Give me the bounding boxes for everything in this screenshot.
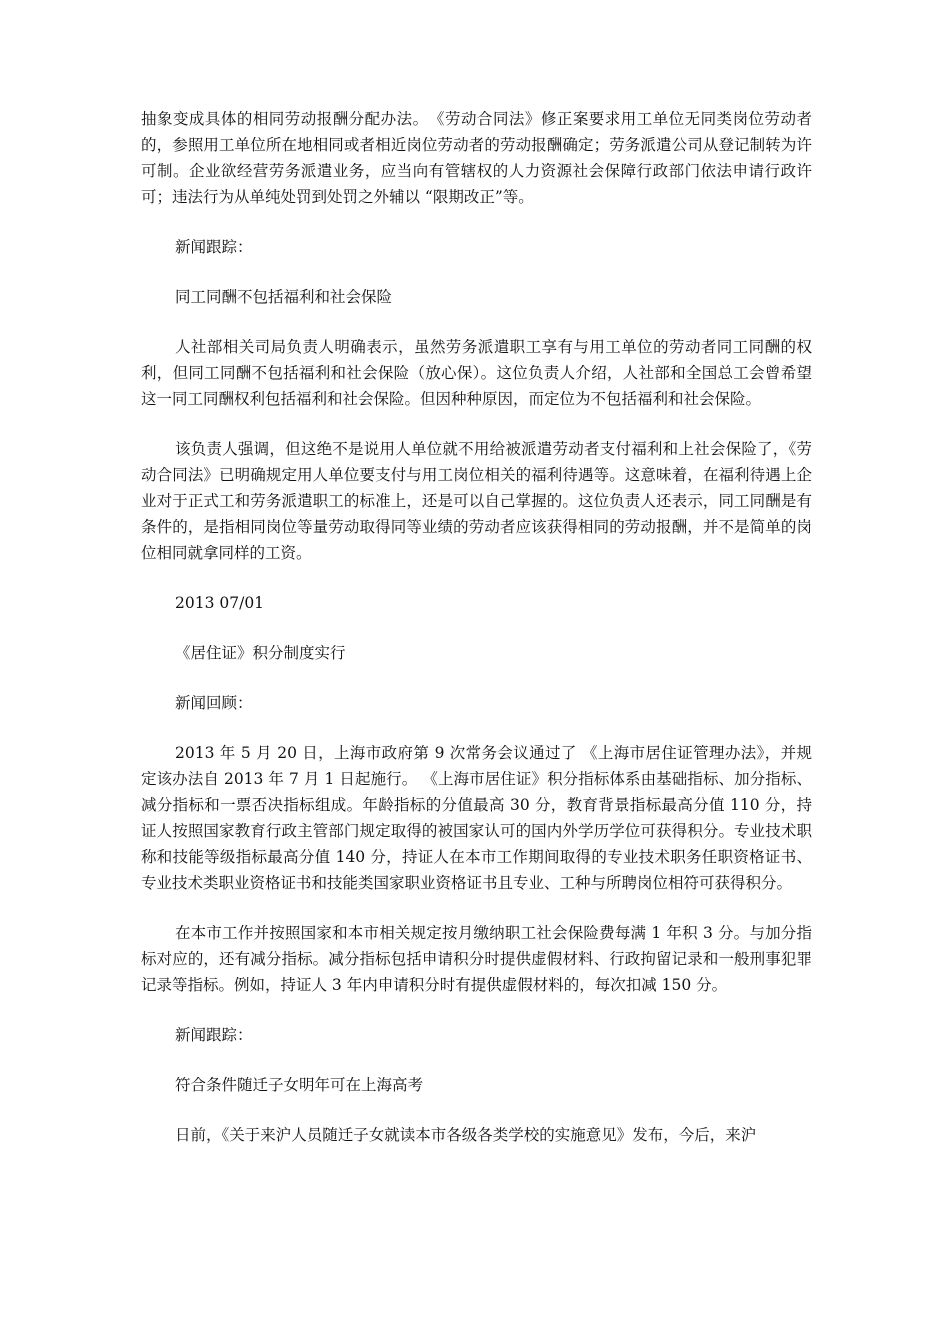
paragraph-intro: 抽象变成具体的相同劳动报酬分配办法。 《劳动合同法》修正案要求用工单位无同类岗位劳动者的，参照用工单位所在地相同或者相近岗位劳动者的劳动报酬确定；劳务派遣公司从登记制转为许可制。企业欲经营劳务派遣业务，应当向有管辖权的人力资源社会保障行政部门依法申请行政许可；违法行为从单纯处罚到处罚之外辅以 “限期改正”等。 bbox=[141, 110, 812, 206]
date-line: 2013 07/01 bbox=[175, 594, 265, 612]
subheading-equal-pay: 同工同酬不包括福利和社会保险 bbox=[175, 288, 393, 306]
paragraph-equal-pay-1: 人社部相关司局负责人明确表示，虽然劳务派遣职工享有与用工单位的劳动者同工同酬的权利，但同工同酬不包括福利和社会保险（放心保）。这位负责人介绍，人社部和全国总工会曾希望这一同工同酬权利包括福利和社会保险。但因种种原因，而定位为不包括福利和社会保险。 bbox=[141, 338, 812, 408]
paragraph-residence-2: 在本市工作并按照国家和本市相关规定按月缴纳职工社会保险费每满 1 年积 3 分。与加分指标对应的，还有减分指标。减分指标包括申请积分时提供虚假材料、行政拘留记录和一般刑事犯罪记录等指标。例如，持证人 3 年内申请积分时有提供虚假材料的，每次扣减 150 分。 bbox=[141, 924, 812, 994]
paragraph-residence-1: 2013 年 5 月 20 日，上海市政府第 9 次常务会议通过了 《上海市居住证管理办法》，并规定该办法自 2013 年 7 月 1 日起施行。 《上海市居住证》积分指标体系由基础指标、加分指标、减分指标和一票否决指标组成。年龄指标的分值最高 30 分，教育背景指标最高分值 110 分，持证人按照国家教育行政主管部门规定取得的被国家认可的国内外学历学位可获得积分。专业技术职称和技能等级指标最高分值 140 分，持证人在本市工作期间取得的专业技术职务任职资格证书、专业技术类职业资格证书和技能类国家职业资格证书且专业、工种与所聘岗位相符可获得积分。 bbox=[141, 744, 812, 892]
heading-news-review: 新闻回顾： bbox=[175, 694, 253, 712]
paragraph-gaokao: 日前，《关于来沪人员随迁子女就读本市各级各类学校的实施意见》发布，今后，来沪 bbox=[175, 1126, 757, 1144]
heading-news-tracking-2: 新闻跟踪： bbox=[175, 1026, 253, 1044]
subheading-residence-permit: 《居住证》积分制度实行 bbox=[175, 644, 346, 662]
paragraph-equal-pay-2: 该负责人强调，但这绝不是说用人单位就不用给被派遣劳动者支付福利和上社会保险了，《劳动合同法》已明确规定用人单位要支付与用工岗位相关的福利待遇等。这意味着，在福利待遇上企业对于正式工和劳务派遣职工的标准上，还是可以自己掌握的。这位负责人还表示，同工同酬是有条件的，是指相同岗位等量劳动取得同等业绩的劳动者应该获得相同的劳动报酬，并不是简单的岗位相同就拿同样的工资。 bbox=[141, 440, 812, 562]
subheading-gaokao: 符合条件随迁子女明年可在上海高考 bbox=[175, 1076, 424, 1094]
heading-news-tracking-1: 新闻跟踪： bbox=[175, 238, 253, 256]
document-page bbox=[141, 106, 812, 1172]
